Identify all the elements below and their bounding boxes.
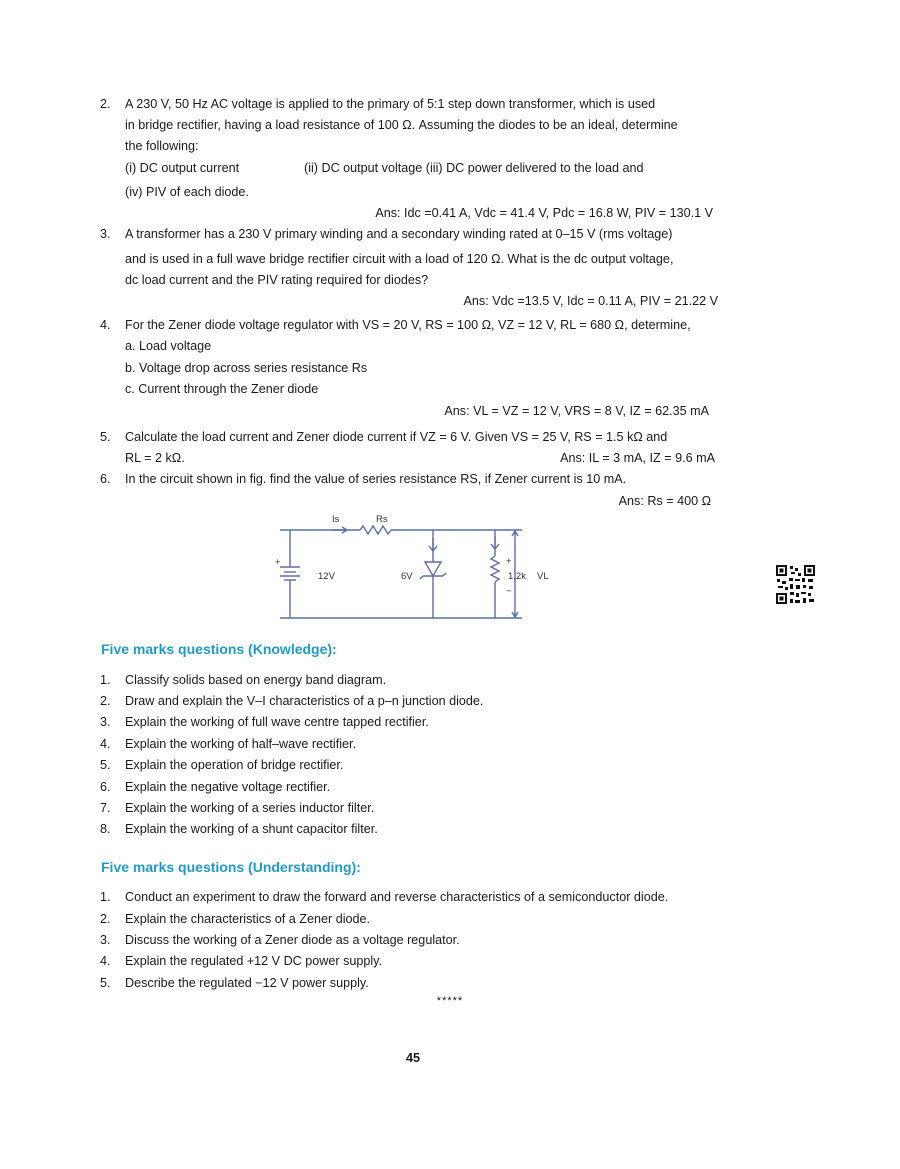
problem-3-line-2: and is used in a full wave bridge rectifier circuit with a load of 120 Ω. What is the dc output voltage, [125, 252, 674, 266]
problem-6-answer: Ans: Rs = 400 Ω [618, 494, 711, 508]
zener-voltage-label: 6V [401, 571, 413, 582]
zener-current-arrow [429, 538, 437, 551]
knowledge-item-1-number: 1. [100, 673, 111, 687]
problem-4-line-1: For the Zener diode voltage regulator with VS = 20 V, RS = 100 Ω, VZ = 12 V, RL = 680 Ω, determine, [125, 318, 691, 332]
knowledge-item-7: Explain the working of a series inductor filter. [125, 801, 375, 815]
problem-2-line-1: A 230 V, 50 Hz AC voltage is applied to the primary of 5:1 step down transformer, which is used [125, 97, 656, 111]
problem-3-line-1: A transformer has a 230 V primary winding and a secondary winding rated at 0–15 V (rms voltage) [125, 227, 673, 241]
problem-3-answer: Ans: Vdc =13.5 V, Idc = 0.11 A, PIV = 21.22 V [463, 294, 718, 308]
knowledge-item-3: Explain the working of full wave centre tapped rectifier. [125, 715, 429, 729]
understanding-item-5-number: 5. [100, 976, 111, 990]
problem-3-number: 3. [100, 227, 111, 241]
vl-label: VL [537, 571, 549, 582]
series-resistor [360, 526, 391, 534]
knowledge-item-8: Explain the working of a shunt capacitor filter. [125, 822, 378, 836]
page-number: 45 [405, 1051, 420, 1065]
is-label: Is [332, 514, 340, 525]
problem-2-line-5: (ii) DC output voltage (iii) DC power delivered to the load and [304, 161, 644, 175]
problem-5-line-2: RL = 2 kΩ. [125, 451, 185, 465]
knowledge-item-6-number: 6. [100, 780, 111, 794]
knowledge-item-8-number: 8. [100, 822, 111, 836]
end-stars: ***** [436, 995, 464, 1007]
is-arrow [332, 527, 347, 533]
knowledge-item-7-number: 7. [100, 801, 111, 815]
zener-regulator-circuit [270, 510, 549, 625]
problem-4-line-4: c. Current through the Zener diode [125, 382, 319, 396]
understanding-item-1: Conduct an experiment to draw the forward and reverse characteristics of a semiconductor diode. [125, 890, 669, 904]
problem-2-answer: Ans: Idc =0.41 A, Vdc = 41.4 V, Pdc = 16.8 W, PIV = 130.1 V [375, 206, 713, 220]
knowledge-item-5-number: 5. [100, 758, 111, 772]
understanding-item-4-number: 4. [100, 954, 111, 968]
load-resistance-label: 1,2k [508, 571, 526, 582]
understanding-item-5: Describe the regulated −12 V power supply. [125, 976, 369, 990]
section-heading-understanding: Five marks questions (Understanding): [101, 859, 361, 875]
battery-plus-label: + [275, 557, 281, 568]
problem-4-answer: Ans: VL = VZ = 12 V, VRS = 8 V, IZ = 62.35 mA [444, 404, 709, 418]
problem-4-line-2: a. Load voltage [125, 339, 212, 353]
source-voltage-label: 12V [318, 571, 335, 582]
knowledge-item-5: Explain the operation of bridge rectifier. [125, 758, 344, 772]
understanding-item-3: Discuss the working of a Zener diode as a voltage regulator. [125, 933, 460, 947]
vl-plus-label: + [506, 556, 512, 567]
section-heading-knowledge: Five marks questions (Knowledge): [101, 641, 337, 657]
problem-2-line-2: in bridge rectifier, having a load resistance of 100 Ω. Assuming the diodes to be an ideal, determine [125, 118, 678, 132]
problem-2-line-3: the following: [125, 139, 199, 153]
understanding-item-1-number: 1. [100, 890, 111, 904]
qr-code [776, 565, 815, 604]
problem-3-line-3: dc load current and the PIV rating required for diodes? [125, 273, 429, 287]
knowledge-item-6: Explain the negative voltage rectifier. [125, 780, 331, 794]
knowledge-item-1: Classify solids based on energy band diagram. [125, 673, 387, 687]
load-resistor [491, 556, 499, 582]
rs-label: Rs [376, 514, 388, 525]
load-current-arrow [491, 536, 499, 549]
knowledge-item-4-number: 4. [100, 737, 111, 751]
understanding-item-3-number: 3. [100, 933, 111, 947]
problem-2-number: 2. [100, 97, 111, 111]
problem-6-number: 6. [100, 472, 111, 486]
understanding-item-4: Explain the regulated +12 V DC power supply. [125, 954, 383, 968]
problem-2-line-6: (iv) PIV of each diode. [125, 185, 249, 199]
vl-minus-label: − [506, 586, 512, 597]
problem-4-number: 4. [100, 318, 111, 332]
problem-5-number: 5. [100, 430, 111, 444]
problem-5-answer: Ans: IL = 3 mA, IZ = 9.6 mA [560, 451, 715, 465]
knowledge-item-3-number: 3. [100, 715, 111, 729]
problem-5-line-1: Calculate the load current and Zener diode current if VZ = 6 V. Given VS = 25 V, RS = 1.5 kΩ and [125, 430, 668, 444]
problem-6-line-1: In the circuit shown in fig. find the value of series resistance RS, if Zener current is 10 mA. [125, 472, 627, 486]
understanding-item-2: Explain the characteristics of a Zener diode. [125, 912, 371, 926]
problem-2-line-4: (i) DC output current [125, 161, 240, 175]
problem-4-line-3: b. Voltage drop across series resistance Rs [125, 361, 368, 375]
knowledge-item-4: Explain the working of half–wave rectifier. [125, 737, 357, 751]
knowledge-item-2: Draw and explain the V–I characteristics of a p–n junction diode. [125, 694, 484, 708]
knowledge-item-2-number: 2. [100, 694, 111, 708]
understanding-item-2-number: 2. [100, 912, 111, 926]
